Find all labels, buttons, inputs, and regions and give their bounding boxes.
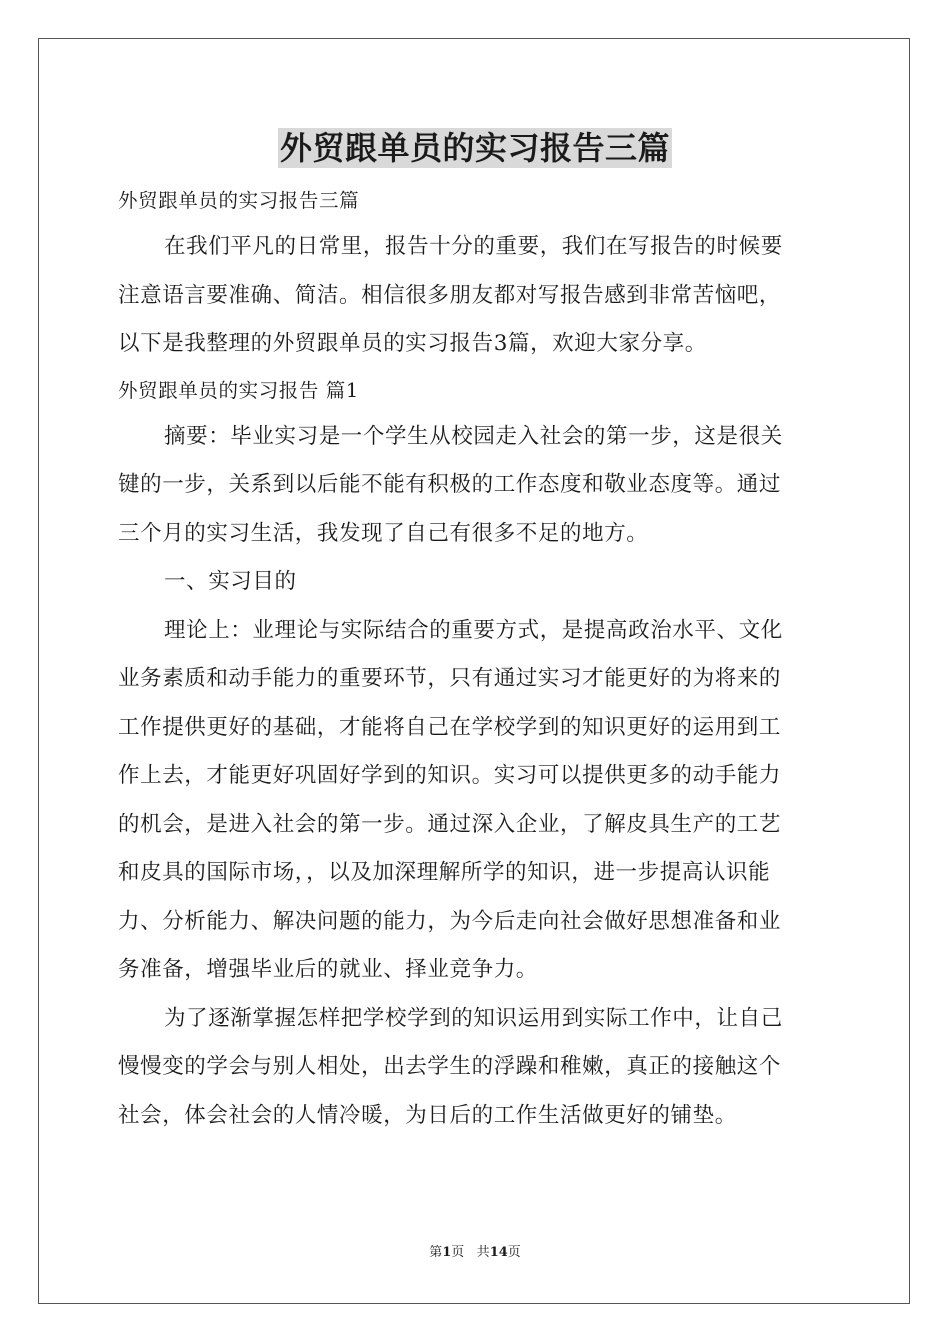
paragraph-line: 键的一步，关系到以后能不能有积极的工作态度和敬业态度等。通过 bbox=[118, 472, 782, 497]
total-pages: 14 bbox=[489, 1245, 508, 1260]
paragraph-line: 理论上：业理论与实际结合的重要方式，是提高政治水平、文化 bbox=[164, 617, 783, 643]
document-title: 外贸跟单员的实习报告三篇 bbox=[279, 129, 670, 167]
goal-paragraph bbox=[118, 995, 834, 1141]
total-prefix: 共 bbox=[476, 1245, 490, 1260]
paragraph-line: 和皮具的国际市场，，以及加深理解所学的知识，进一步提高认识能 bbox=[118, 860, 771, 885]
document-body bbox=[118, 179, 834, 1140]
purpose-heading: 一、实习目的 bbox=[164, 569, 297, 594]
paragraph-line: 三个月的实习生活，我发现了自己有很多不足的地方。 bbox=[118, 520, 649, 546]
theory-paragraph bbox=[118, 607, 834, 995]
paragraph-line: 注意语言要准确、简洁。相信很多朋友都对写报告感到非常苦恼吧， bbox=[118, 282, 782, 308]
total-suffix: 页 bbox=[507, 1245, 521, 1260]
subtitle: 外贸跟单员的实习报告三篇 bbox=[118, 189, 360, 212]
paragraph-line: 以下是我整理的外贸跟单员的实习报告3篇，欢迎大家分享。 bbox=[118, 331, 707, 356]
page-suffix: 页 bbox=[451, 1245, 465, 1260]
paragraph-line: 工作提供更好的基础，才能将自己在学校学到的知识更好的运用到工 bbox=[118, 714, 782, 740]
paragraph-line: 为了逐渐掌握怎样把学校学到的知识运用到实际工作中，让自己 bbox=[164, 1005, 783, 1031]
paragraph-line: 在我们平凡的日常里，报告十分的重要，我们在写报告的时候要 bbox=[164, 234, 783, 259]
page-footer bbox=[0, 1245, 950, 1261]
paragraph-line: 社会，体会社会的人情冷暖，为日后的工作生活做更好的铺垫。 bbox=[118, 1102, 737, 1128]
page-number: 1 bbox=[442, 1245, 452, 1260]
title-container bbox=[0, 128, 950, 168]
page-prefix: 第 bbox=[429, 1245, 443, 1260]
paragraph-line: 摘要：毕业实习是一个学生从校园走入社会的第一步，这是很关 bbox=[164, 423, 783, 449]
paragraph-line: 的机会，是进入社会的第一步。通过深入企业，了解皮具生产的工艺 bbox=[118, 811, 782, 837]
paragraph-line: 作上去，才能更好巩固好学到的知识。实习可以提供更多的动手能力 bbox=[118, 763, 782, 788]
intro-paragraph bbox=[118, 223, 834, 369]
paragraph-line: 务准备，增强毕业后的就业、择业竞争力。 bbox=[118, 957, 538, 982]
paragraph-line: 力、分析能力、解决问题的能力，为今后走向社会做好思想准备和业 bbox=[118, 908, 782, 934]
section-heading: 外贸跟单员的实习报告 篇1 bbox=[118, 378, 359, 402]
paragraph-line: 业务素质和动手能力的重要环节，只有通过实习才能更好的为将来的 bbox=[118, 666, 782, 691]
abstract-paragraph bbox=[118, 413, 834, 559]
paragraph-line: 慢慢变的学会与别人相处，出去学生的浮躁和稚嫩，真正的接触这个 bbox=[118, 1054, 782, 1079]
